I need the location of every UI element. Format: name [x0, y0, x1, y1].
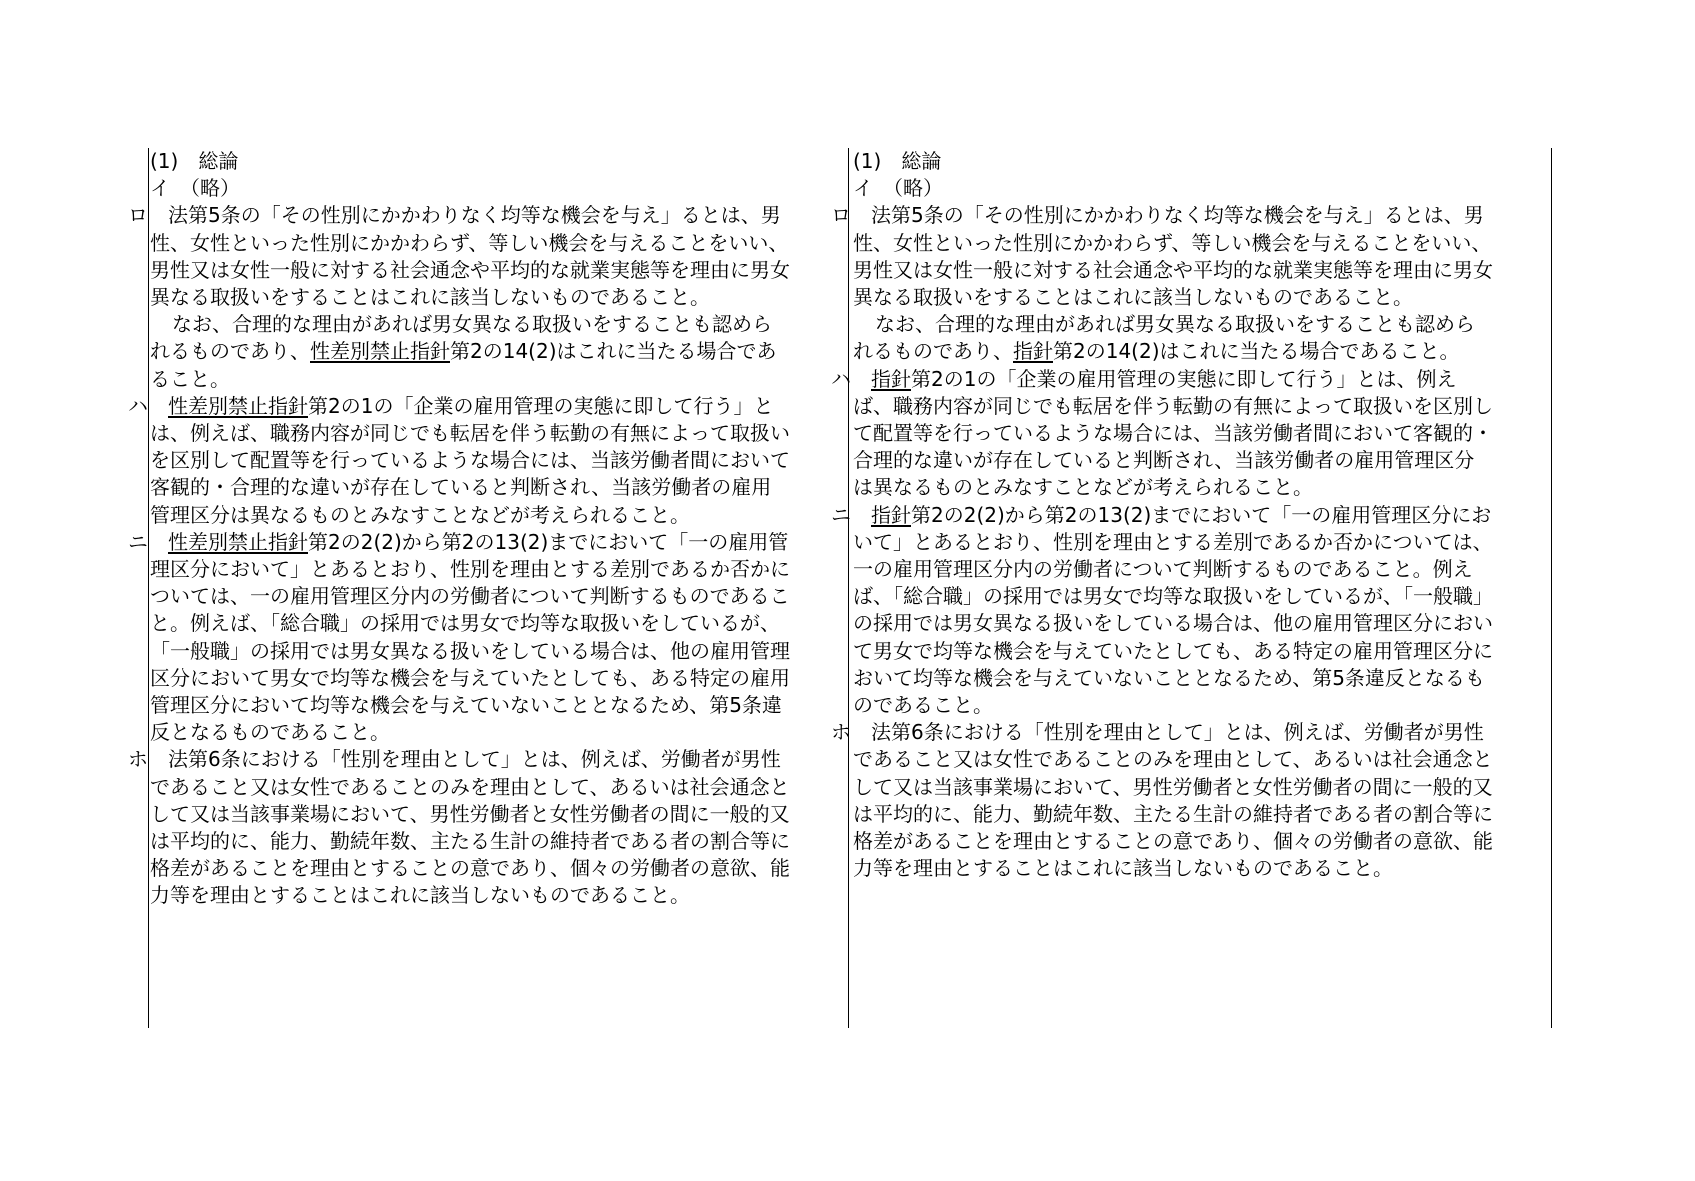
item-ho-text: 法第6条における「性別を理由として」とは、例えば、労働者が男性であること又は女性であることのみを理由として、あるいは社会通念として又は当該事業場において、男性労働者と女性労働者の間に一般的又は平均的に、能力、勤続年数、主たる生計の維持者である者の割合等に格差があることを理由とすることの意であり、個々の労働者の意欲、能力等を理由とすることはこれに該当しないものであること。 [853, 720, 1493, 881]
item-ha-text: 第2の1の「企業の雇用管理の実態に即して行う」とは、例えば、職務内容が同じでも転居を伴う転勤の有無によって取扱いを区別して配置等を行っているような場合には、当該労働者間において客観的・合理的な違いが存在していると判断され、当該労働者の雇用管理区分は異なるものとみなすことなどが考えられること。 [853, 366, 1493, 500]
item-ro [831, 202, 1493, 311]
item-ho-text: 法第6条における「性別を理由として」とは、例えば、労働者が男性であること又は女性であることのみを理由として、あるいは社会通念として又は当該事業場において、男性労働者と女性労働者の間に一般的又は平均的に、能力、勤続年数、主たる生計の維持者である者の割合等に格差があることを理由とすることの意であり、個々の労働者の意欲、能力等を理由とすることはこれに該当しないものであること。 [150, 747, 790, 908]
item-ha [831, 366, 1493, 502]
item-ni [831, 502, 1493, 720]
section-heading: (1) 総論 [150, 149, 239, 173]
item-ho [128, 746, 790, 909]
item-ha [128, 393, 790, 529]
item-ni-text: 第2の2(2)から第2の13(2)までにおいて「一の雇用管理区分において」とあるとおり、性別を理由とする差別であるか否かについては、一の雇用管理区分内の労働者について判断するものであること。例えば、「総合職」の採用では男女で均等な取扱いをしているが、「一般職」の採用では男女異なる扱いをしている場合は、他の雇用管理区分において男女で均等な機会を与えていたとしても、ある特定の雇用管理区分において均等な機会を与えていないこととなるため、第5条違反となるものであること。 [853, 502, 1493, 718]
item-ho [831, 719, 1493, 882]
item-ni-text: 第2の2(2)から第2の13(2)までにおいて「一の雇用管理区分において」とあるとおり、性別を理由とする差別であるか否かについては、一の雇用管理区分内の労働者について判断するものであること。例えば、「総合職」の採用では男女で均等な取扱いをしているが、「一般職」の採用では男女異なる扱いをしている場合は、他の雇用管理区分において男女で均等な機会を与えていたとしても、ある特定の雇用管理区分において均等な機会を与えていないこととなるため、第5条違反となるものであること。 [150, 529, 790, 745]
item-ha-text: 第2の1の「企業の雇用管理の実態に即して行う」とは、例えば、職務内容が同じでも転居を伴う転勤の有無によって取扱いを区別して配置等を行っているような場合には、当該労働者間において客観的・合理的な違いが存在していると判断され、当該労働者の雇用管理区分は異なるものとみなすことなどが考えられること。 [150, 393, 790, 527]
guideline-reference: 指針 [871, 366, 911, 391]
section-heading: (1) 総論 [853, 149, 942, 173]
item-ha-marker: ハ [128, 393, 148, 418]
guideline-reference: 性差別禁止指針 [310, 339, 450, 364]
item-ro-marker: ロ [831, 203, 851, 228]
item-ro-note [150, 311, 790, 393]
item-ro-note-text-end: 第2の14(2)はこれに当たる場合であること。 [150, 339, 777, 391]
right-column-right-border [1551, 148, 1552, 1028]
item-ni-marker: ニ [831, 502, 851, 527]
item-ni-marker: ニ [128, 529, 148, 554]
left-column [128, 148, 790, 910]
item-ro [128, 202, 790, 311]
item-ro-note-text: なお、合理的な理由があれば男女異なる取扱いをすることも認められるものであり、 [150, 312, 772, 364]
guideline-reference: 性差別禁止指針 [168, 393, 308, 418]
item-ni [128, 529, 790, 747]
left-column-right-border [848, 148, 849, 1028]
left-column-left-border [148, 148, 149, 1028]
guideline-reference: 指針 [1013, 339, 1053, 364]
item-ro-text: 法第5条の「その性別にかかわりなく均等な機会を与え」るとは、男性、女性といった性別にかかわらず、等しい機会を与えることをいい、男性又は女性一般に対する社会通念や平均的な就業実態等を理由に男女異なる取扱いをすることはこれに該当しないものであること。 [853, 203, 1493, 310]
guideline-reference: 指針 [871, 502, 911, 527]
item-ro-text: 法第5条の「その性別にかかわりなく均等な機会を与え」るとは、男性、女性といった性別にかかわらず、等しい機会を与えることをいい、男性又は女性一般に対する社会通念や平均的な就業実態等を理由に男女異なる取扱いをすることはこれに該当しないものであること。 [150, 203, 790, 310]
item-ro-note-text-end: 第2の14(2)はこれに当たる場合であること。 [1053, 339, 1460, 364]
item-ro-note [853, 311, 1493, 365]
guideline-reference: 性差別禁止指針 [168, 529, 308, 554]
item-i: イ （略） [150, 176, 240, 201]
item-ro-note-text: なお、合理的な理由があれば男女異なる取扱いをすることも認められるものであり、 [853, 312, 1475, 364]
item-ha-marker: ハ [831, 366, 851, 391]
item-ho-marker: ホ [831, 720, 851, 745]
item-ho-marker: ホ [128, 747, 148, 772]
item-ro-marker: ロ [128, 203, 148, 228]
right-column [831, 148, 1493, 882]
item-i: イ （略） [853, 176, 943, 201]
